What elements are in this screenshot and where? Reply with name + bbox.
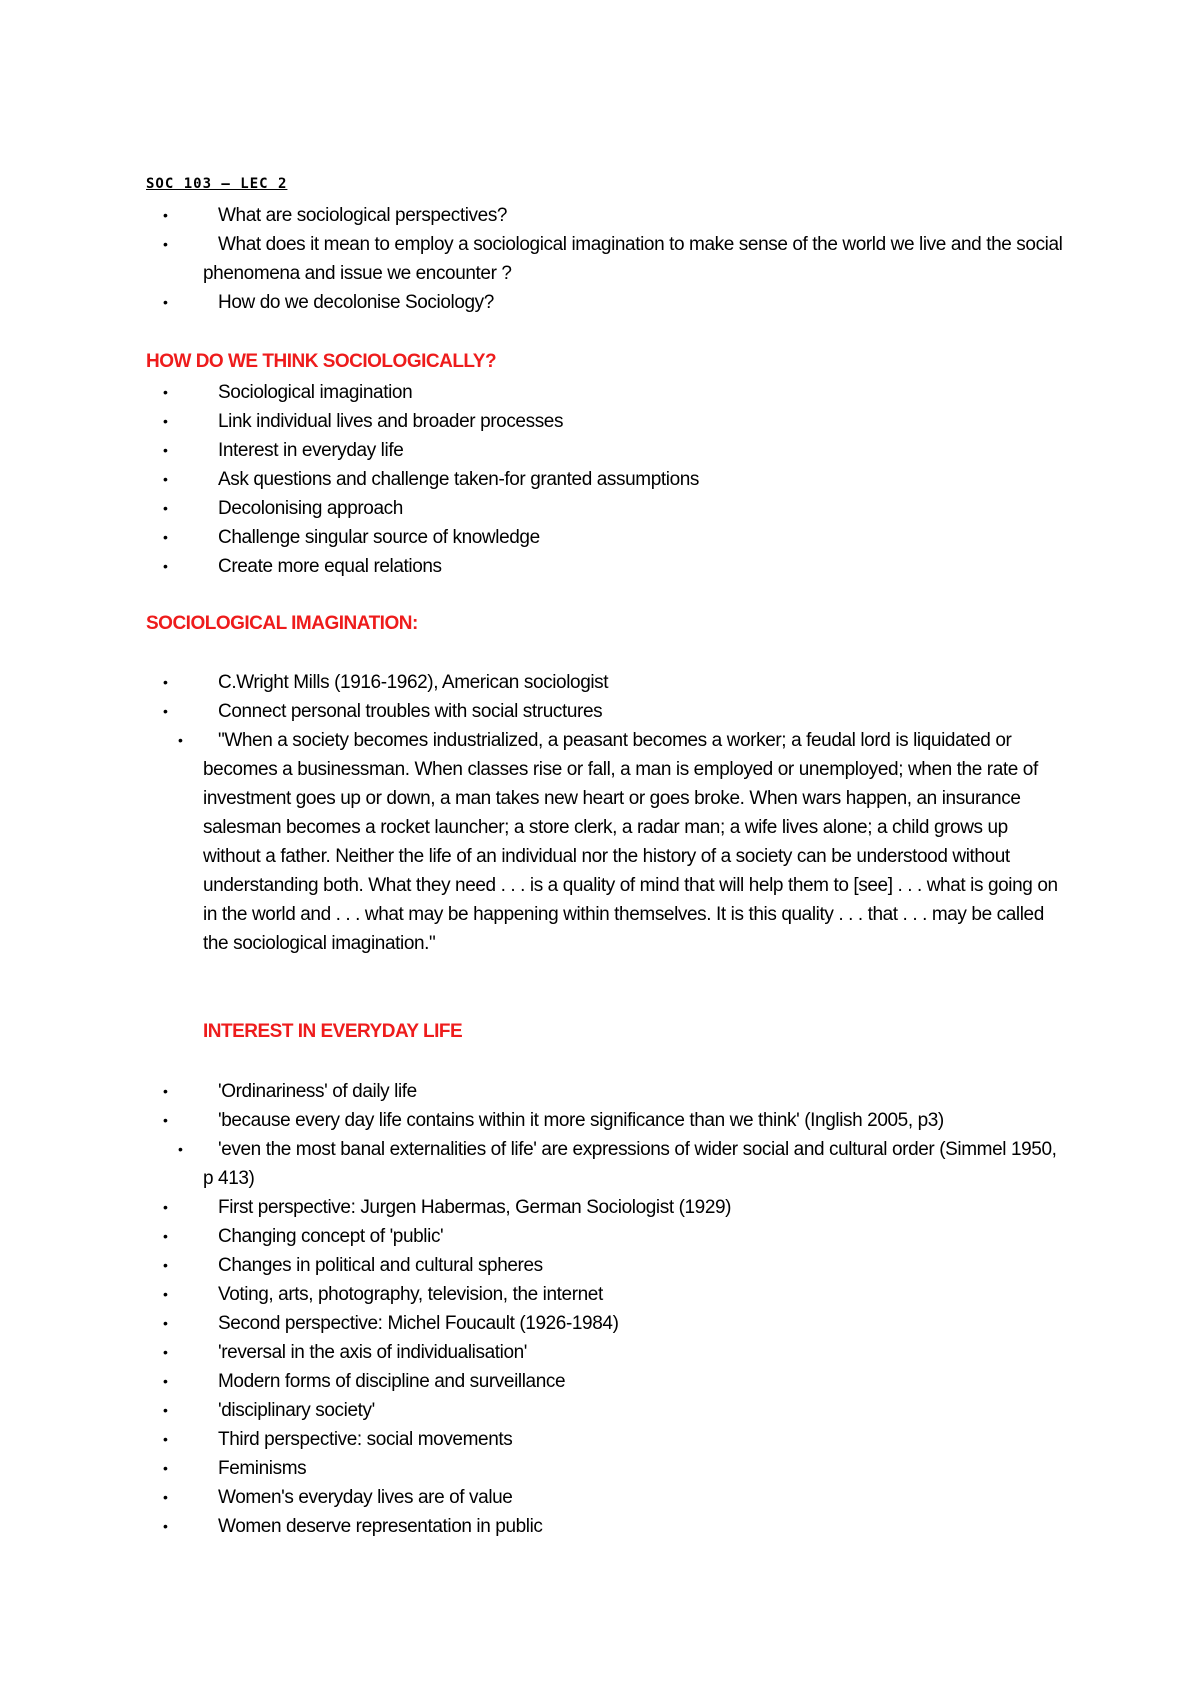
intro-question-list: [0, 201, 1200, 317]
list-item: • Second perspective: Michel Foucault (1926-1984): [0, 1309, 1200, 1338]
list-item: • How do we decolonise Sociology?: [0, 288, 1200, 317]
bullet-icon: •: [178, 732, 183, 748]
bullet-icon: •: [163, 236, 168, 252]
list-item: • Third perspective: social movements: [0, 1425, 1200, 1454]
list-item: • Women deserve representation in public: [0, 1512, 1200, 1541]
bullet-icon: •: [163, 294, 168, 310]
list-item: • 'even the most banal externalities of life' are expressions of wider social and cultural order (Simmel 1950, p 413): [0, 1135, 1200, 1193]
list-item: • Sociological imagination: [0, 378, 1200, 407]
list-item: • Changes in political and cultural spheres: [0, 1251, 1200, 1280]
bullet-icon: •: [163, 1489, 168, 1505]
section1-list: [0, 378, 1200, 581]
section2-list: [0, 668, 1200, 958]
list-item: • Link individual lives and broader processes: [0, 407, 1200, 436]
section-heading: INTEREST IN EVERYDAY LIFE: [203, 1021, 463, 1042]
list-item: • 'because every day life contains within it more significance than we think' (Inglish 2005, p3): [0, 1106, 1200, 1135]
bullet-icon: •: [163, 207, 168, 223]
document-title: SOC 103 – LEC 2: [146, 176, 288, 192]
list-item: • Decolonising approach: [0, 494, 1200, 523]
list-item: • 'Ordinariness' of daily life: [0, 1077, 1200, 1106]
list-item: • Create more equal relations: [0, 552, 1200, 581]
bullet-icon: •: [163, 1286, 168, 1302]
section3-list: [0, 1077, 1200, 1541]
list-item: • Modern forms of discipline and surveillance: [0, 1367, 1200, 1396]
bullet-icon: •: [163, 1199, 168, 1215]
list-item: • C.Wright Mills (1916-1962), American sociologist: [0, 668, 1200, 697]
bullet-icon: •: [163, 1460, 168, 1476]
bullet-icon: •: [163, 500, 168, 516]
list-item: • Connect personal troubles with social structures: [0, 697, 1200, 726]
list-item: • 'reversal in the axis of individualisation': [0, 1338, 1200, 1367]
list-item: • Interest in everyday life: [0, 436, 1200, 465]
bullet-icon: •: [178, 1141, 183, 1157]
bullet-icon: •: [163, 703, 168, 719]
bullet-icon: •: [163, 1373, 168, 1389]
list-item: • Challenge singular source of knowledge: [0, 523, 1200, 552]
quote-item: • "When a society becomes industrialized, a peasant becomes a worker; a feudal lord is liquidated or becomes a businessman. When classes rise or fall, a man is employed or unemployed; when the rate of investment goes up or down, a man takes new heart or goes broke. When wars happen, an insurance salesman becomes a rocket launcher; a store clerk, a radar man; a wife lives alone; a child grows up without a father. Neither the life of an individual nor the history of a society can be understood without understanding both. What they need . . . is a quality of mind that will help them to [see] . . . what is going on in the world and . . . what may be happening within themselves. It is this quality . . . that . . . may be called the sociological imagination.": [0, 726, 1200, 958]
bullet-icon: •: [163, 1344, 168, 1360]
bullet-icon: •: [163, 1431, 168, 1447]
bullet-icon: •: [163, 558, 168, 574]
bullet-icon: •: [163, 1083, 168, 1099]
section-heading: SOCIOLOGICAL IMAGINATION:: [146, 613, 418, 634]
list-item: • Voting, arts, photography, television, the internet: [0, 1280, 1200, 1309]
list-item: • Women's everyday lives are of value: [0, 1483, 1200, 1512]
bullet-icon: •: [163, 471, 168, 487]
bullet-icon: •: [163, 413, 168, 429]
bullet-icon: •: [163, 1315, 168, 1331]
bullet-icon: •: [163, 1228, 168, 1244]
bullet-icon: •: [163, 1257, 168, 1273]
list-item: • 'disciplinary society': [0, 1396, 1200, 1425]
bullet-icon: •: [163, 1112, 168, 1128]
section-heading: HOW DO WE THINK SOCIOLOGICALLY?: [146, 351, 497, 372]
bullet-icon: •: [163, 529, 168, 545]
bullet-icon: •: [163, 674, 168, 690]
bullet-icon: •: [163, 442, 168, 458]
bullet-icon: •: [163, 384, 168, 400]
list-item: • What are sociological perspectives?: [0, 201, 1200, 230]
list-item: • Feminisms: [0, 1454, 1200, 1483]
list-item: • What does it mean to employ a sociological imagination to make sense of the world we live and the social phenomena and issue we encounter ?: [0, 230, 1200, 288]
bullet-icon: •: [163, 1402, 168, 1418]
list-item: • Ask questions and challenge taken-for granted assumptions: [0, 465, 1200, 494]
list-item: • First perspective: Jurgen Habermas, German Sociologist (1929): [0, 1193, 1200, 1222]
list-item: • Changing concept of 'public': [0, 1222, 1200, 1251]
bullet-icon: •: [163, 1518, 168, 1534]
